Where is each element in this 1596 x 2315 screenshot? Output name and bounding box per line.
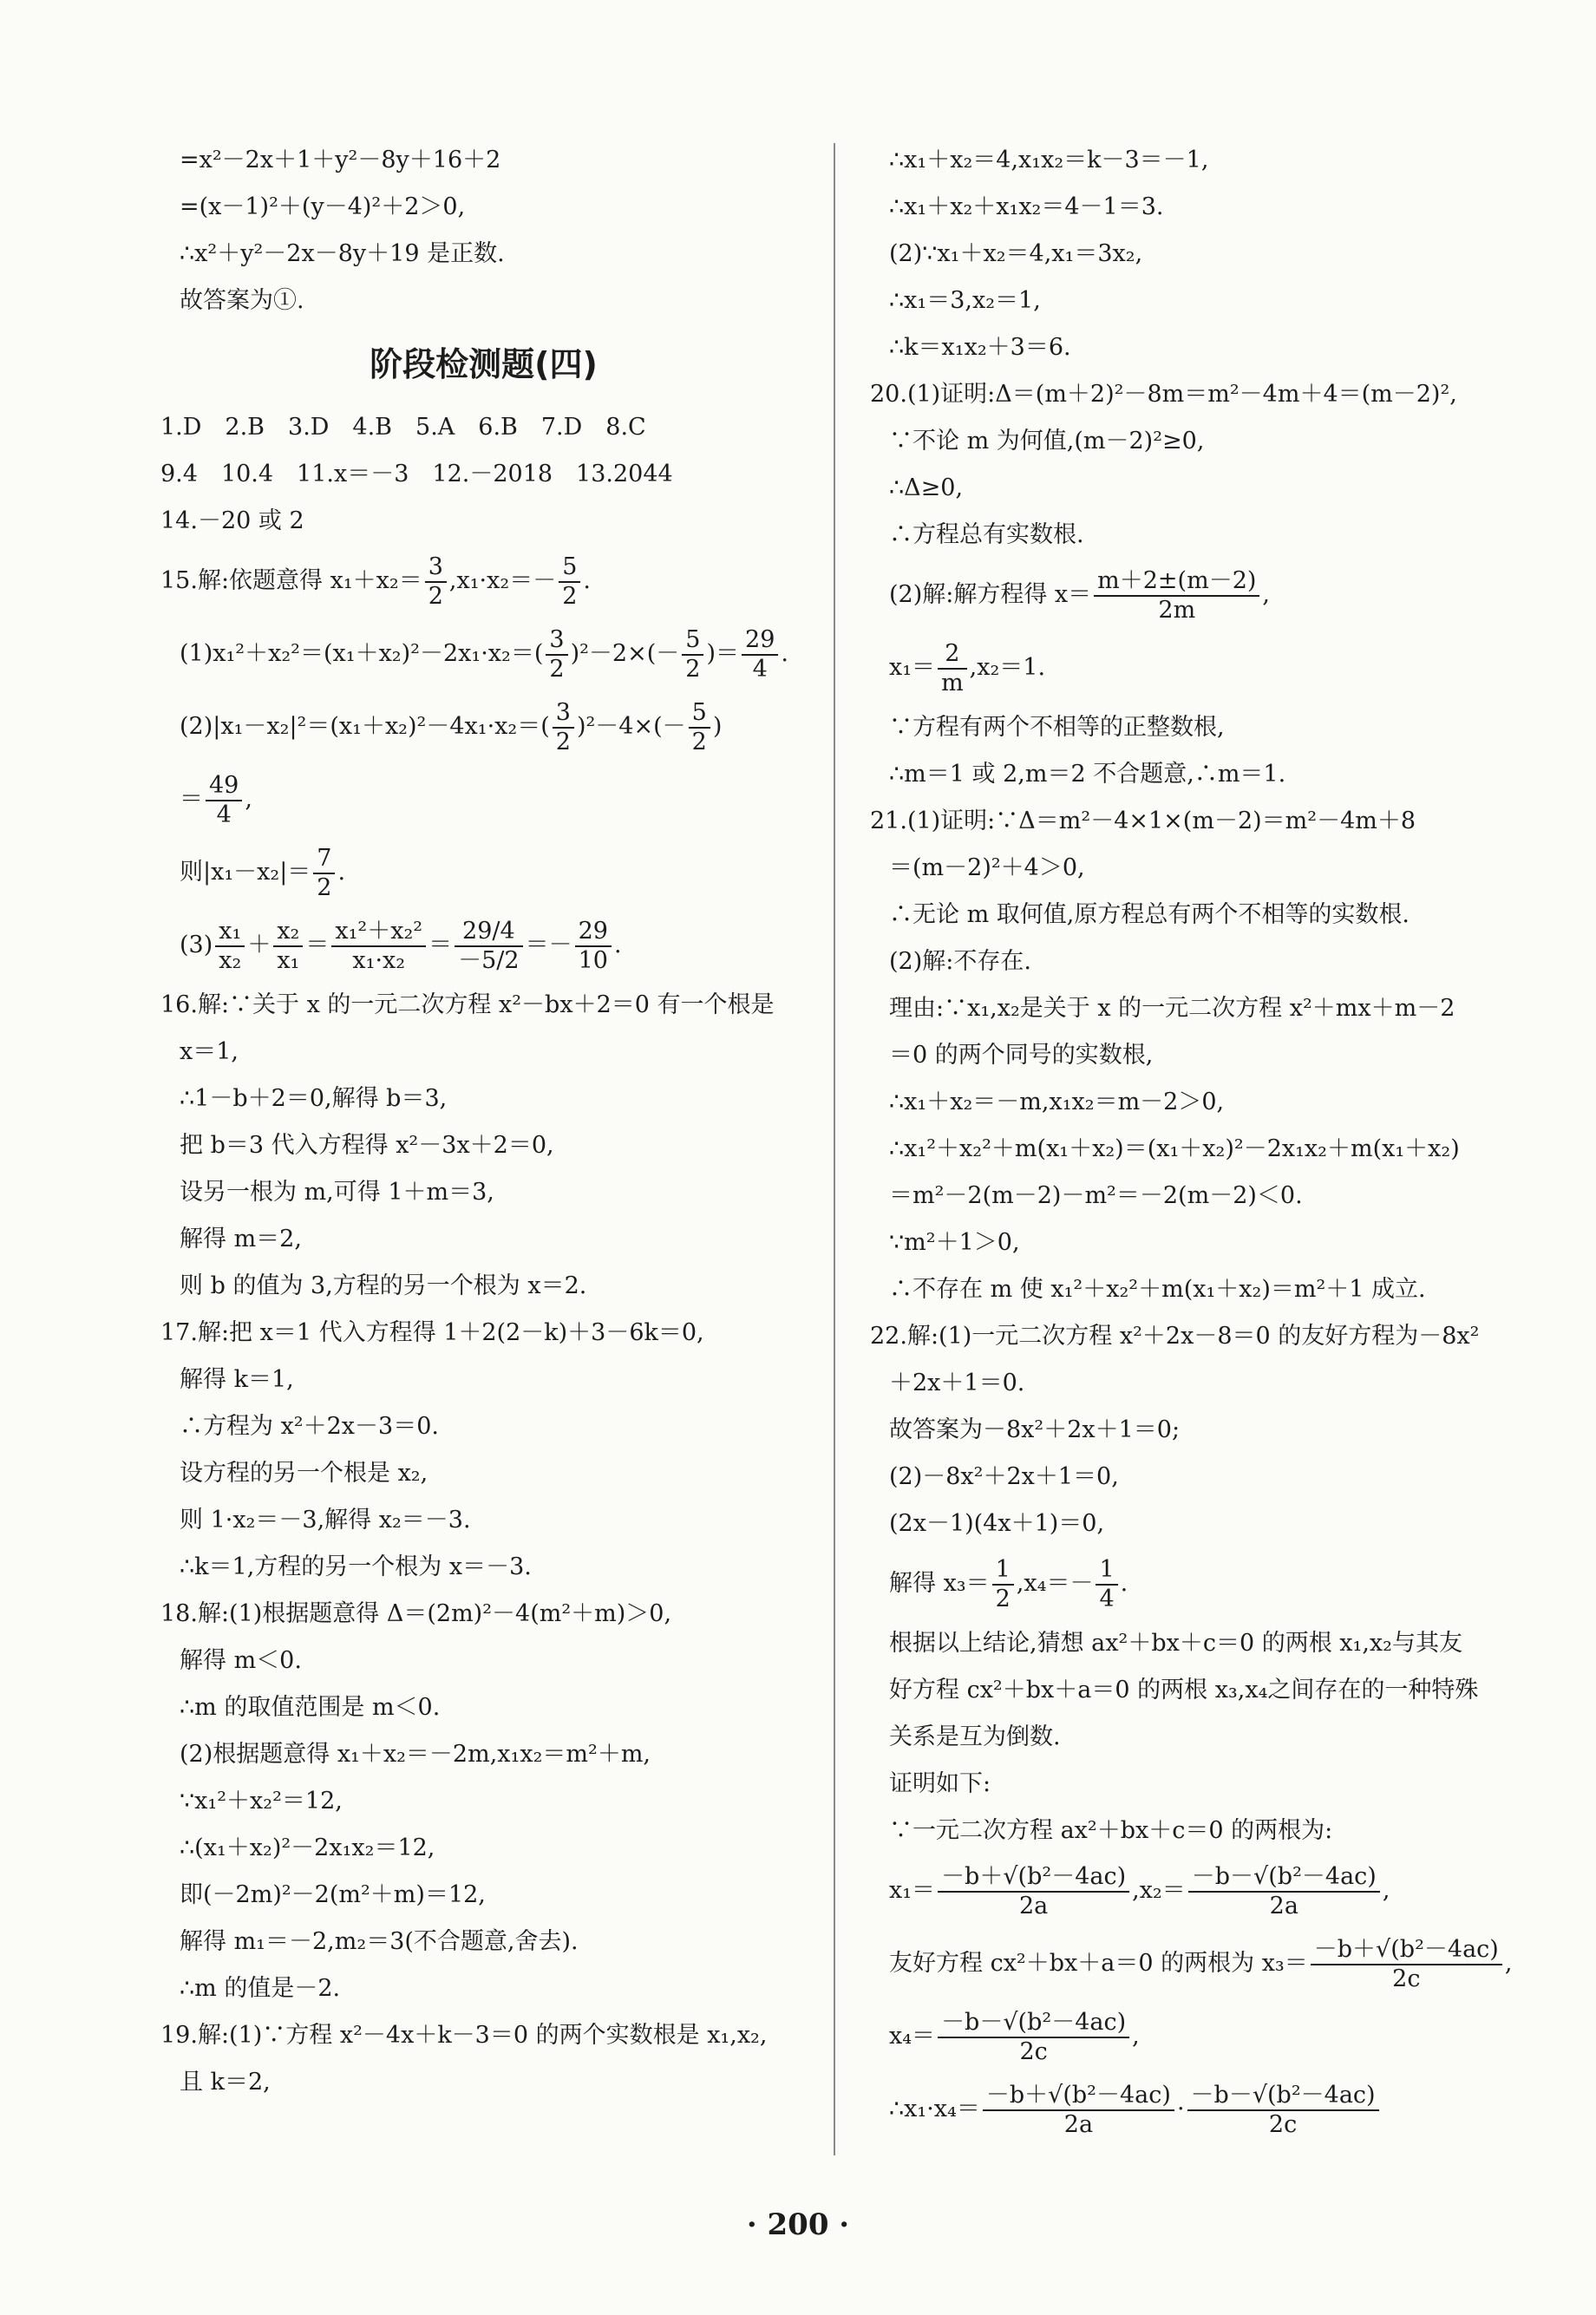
fraction-denominator: 2c bbox=[1392, 1965, 1421, 1992]
text-line: (2)∵x₁＋x₂＝4,x₁＝3x₂, bbox=[889, 240, 1143, 267]
text-line: ∴x²＋y²－2x－8y＋19 是正数. bbox=[180, 240, 505, 267]
text-line: 理由:∵x₁,x₂是关于 x 的一元二次方程 x²＋mx＋m－2 bbox=[889, 995, 1455, 1022]
text-line: ∴无论 m 取何值,原方程总有两个不相等的实数根. bbox=[889, 901, 1410, 928]
text-segment: , bbox=[1132, 2023, 1140, 2050]
text-line bbox=[160, 545, 807, 618]
text-line: ∴x₁＝3,x₂＝1, bbox=[889, 287, 1041, 314]
fraction-numerator: －b－√(b²－4ac) bbox=[1187, 2082, 1379, 2110]
text-segment: , bbox=[1262, 581, 1271, 608]
text-segment: )＝ bbox=[706, 640, 740, 667]
text-line: 根据以上结论,猜想 ax²＋bx＋c＝0 的两根 x₁,x₂与其友 bbox=[889, 1630, 1462, 1657]
fraction-denominator: x₁ bbox=[277, 946, 300, 974]
text-line: 解得 m＜0. bbox=[180, 1647, 302, 1674]
text-line: ∴m 的值是－2. bbox=[180, 1975, 341, 2002]
text-line: ∴k＝1,方程的另一个根为 x＝－3. bbox=[180, 1553, 532, 1580]
text-line bbox=[160, 618, 807, 690]
column-divider bbox=[834, 143, 835, 2155]
text-line bbox=[870, 1927, 1534, 2000]
text-line: 好方程 cx²＋bx＋a＝0 的两根 x₃,x₄之间存在的一种特殊 bbox=[889, 1677, 1479, 1704]
text-segment: , bbox=[1382, 1877, 1390, 1904]
text-line: 故答案为－8x²＋2x＋1＝0; bbox=[889, 1416, 1181, 1443]
text-segment: ,x₂＝1. bbox=[969, 654, 1046, 681]
text-line: 解得 m₁＝－2,m₂＝3(不合题意,舍去). bbox=[180, 1928, 579, 1955]
text-line: 17.解:把 x＝1 代入方程得 1＋2(2－k)＋3－6k＝0, bbox=[160, 1319, 704, 1346]
fraction-numerator: 1 bbox=[992, 1556, 1014, 1585]
text-line: 20.(1)证明:Δ＝(m＋2)²－8m＝m²－4m＋4＝(m－2)², bbox=[870, 381, 1457, 408]
fraction-numerator: －b＋√(b²－4ac) bbox=[983, 2082, 1174, 2110]
fraction bbox=[1311, 1936, 1502, 1991]
text-line bbox=[870, 2073, 1534, 2146]
text-line bbox=[160, 909, 807, 982]
fraction-denominator: 2m bbox=[1158, 596, 1196, 624]
fraction-numerator: x₂ bbox=[273, 918, 303, 946]
text-line: ∴方程总有实数根. bbox=[889, 521, 1084, 548]
text-line: 设另一根为 m,可得 1＋m＝3, bbox=[180, 1179, 494, 1206]
fraction-numerator: 3 bbox=[553, 699, 574, 728]
text-segment: ＋ bbox=[247, 932, 271, 958]
fraction bbox=[1096, 1556, 1117, 1612]
fraction-denominator: 4 bbox=[216, 801, 232, 828]
text-line: ∴x₁＋x₂＋x₁x₂＝4－1＝3. bbox=[889, 193, 1164, 220]
text-segment: ∴x₁·x₄＝ bbox=[889, 2096, 980, 2122]
fraction bbox=[992, 1556, 1014, 1612]
text-line: 关系是互为倒数. bbox=[889, 1723, 1061, 1750]
fraction bbox=[455, 918, 522, 973]
fraction-numerator: 29 bbox=[742, 626, 778, 655]
fraction bbox=[313, 845, 335, 900]
fraction-denominator: x₂ bbox=[219, 946, 242, 974]
text-line: 16.解:∵关于 x 的一元二次方程 x²－bx＋2＝0 有一个根是 bbox=[160, 991, 775, 1018]
page-number: · 200 · bbox=[746, 2207, 850, 2242]
text-segment: (1)x₁²＋x₂²＝(x₁＋x₂)²－2x₁·x₂＝( bbox=[180, 640, 544, 667]
fraction-numerator: 1 bbox=[1096, 1556, 1117, 1585]
text-line: 则 1·x₂＝－3,解得 x₂＝－3. bbox=[180, 1507, 471, 1534]
fraction bbox=[682, 626, 703, 682]
section-title: 阶段检测题(四) bbox=[370, 345, 598, 383]
fraction bbox=[553, 699, 574, 755]
text-line: (2)解:不存在. bbox=[889, 948, 1031, 975]
text-line bbox=[160, 763, 807, 836]
text-line bbox=[870, 1854, 1534, 1927]
text-segment: ＝ bbox=[305, 932, 330, 958]
text-segment: x₁＝ bbox=[889, 1877, 936, 1904]
fraction-denominator: 4 bbox=[1099, 1585, 1115, 1612]
text-line bbox=[870, 631, 1534, 704]
fraction bbox=[575, 918, 612, 973]
fraction bbox=[273, 918, 303, 973]
fraction bbox=[689, 699, 710, 755]
text-segment: ,x₁·x₂＝－ bbox=[448, 567, 557, 594]
fraction-denominator: 4 bbox=[752, 655, 768, 683]
text-segment: . bbox=[781, 640, 788, 667]
fraction bbox=[1094, 567, 1259, 623]
text-line: 22.解:(1)一元二次方程 x²＋2x－8＝0 的友好方程为－8x² bbox=[870, 1323, 1480, 1350]
text-line: ∴k＝x₁x₂＋3＝6. bbox=[889, 334, 1071, 361]
fraction bbox=[938, 1863, 1129, 1919]
fraction bbox=[559, 553, 580, 609]
fraction-denominator: 2a bbox=[1018, 1892, 1049, 1919]
fraction bbox=[742, 626, 778, 682]
text-line: x＝1, bbox=[180, 1038, 239, 1065]
fraction-denominator: 2c bbox=[1019, 2037, 1048, 2065]
fraction bbox=[206, 772, 242, 827]
text-line: (2)根据题意得 x₁＋x₂＝－2m,x₁x₂＝m²＋m, bbox=[180, 1741, 651, 1768]
text-segment: 解得 x₃＝ bbox=[889, 1570, 990, 1597]
text-segment: ＝ bbox=[428, 932, 453, 958]
fraction-numerator: 2 bbox=[938, 640, 967, 669]
text-line: ∴方程为 x²＋2x－3＝0. bbox=[180, 1413, 439, 1440]
text-line: ∴x₁²＋x₂²＋m(x₁＋x₂)＝(x₁＋x₂)²－2x₁x₂＋m(x₁＋x₂) bbox=[889, 1135, 1460, 1162]
fraction-denominator: －5/2 bbox=[458, 946, 520, 974]
text-line: ＝0 的两个同号的实数根, bbox=[889, 1042, 1154, 1069]
fraction-numerator: 3 bbox=[425, 553, 447, 582]
text-segment: )²－2×(－ bbox=[570, 640, 680, 667]
text-line: ∴1－b＋2＝0,解得 b＝3, bbox=[180, 1085, 448, 1112]
fraction-denominator: 2a bbox=[1063, 2110, 1094, 2138]
text-segment: x₄＝ bbox=[889, 2023, 936, 2050]
left-column bbox=[160, 137, 807, 2106]
text-line: 19.解:(1)∵方程 x²－4x＋k－3＝0 的两个实数根是 x₁,x₂, bbox=[160, 2022, 768, 2049]
text-line: ∴m 的取值范围是 m＜0. bbox=[180, 1694, 441, 1721]
fraction bbox=[546, 626, 567, 682]
fraction-numerator: 3 bbox=[546, 626, 567, 655]
text-line: ∵不论 m 为何值,(m－2)²≥0, bbox=[889, 428, 1205, 454]
text-line: 故答案为①. bbox=[180, 287, 304, 314]
text-line: (2)－8x²＋2x＋1＝0, bbox=[889, 1463, 1119, 1490]
fraction-numerator: 29/4 bbox=[455, 918, 522, 946]
fraction bbox=[1187, 2082, 1379, 2137]
fraction bbox=[938, 640, 967, 696]
text-line: 解得 k＝1, bbox=[180, 1366, 294, 1393]
fraction-numerator: 5 bbox=[682, 626, 703, 655]
text-segment: . bbox=[583, 567, 591, 594]
text-segment: 则|x₁－x₂|＝ bbox=[180, 859, 311, 886]
fraction-denominator: 2 bbox=[685, 655, 701, 683]
text-line: ∴m＝1 或 2,m＝2 不合题意,∴m＝1. bbox=[889, 761, 1286, 788]
fraction-numerator: 7 bbox=[313, 845, 335, 873]
fraction-numerator: －b－√(b²－4ac) bbox=[938, 2009, 1129, 2037]
text-line: 1.D 2.B 3.D 4.B 5.A 6.B 7.D 8.C bbox=[160, 414, 646, 441]
text-line: ＝(m－2)²＋4＞0, bbox=[889, 854, 1085, 881]
fraction-denominator: 2 bbox=[428, 582, 443, 610]
text-segment: ,x₂＝ bbox=[1132, 1877, 1186, 1904]
text-segment: , bbox=[245, 786, 252, 813]
text-line: ∵方程有两个不相等的正整数根, bbox=[889, 714, 1225, 741]
text-segment: , bbox=[1504, 1950, 1513, 1977]
text-line: ∴x₁＋x₂＝－m,x₁x₂＝m－2＞0, bbox=[889, 1089, 1225, 1115]
text-line: 把 b＝3 代入方程得 x²－3x＋2＝0, bbox=[180, 1132, 554, 1159]
fraction-numerator: x₁ bbox=[215, 918, 245, 946]
fraction-denominator: 10 bbox=[578, 946, 608, 974]
text-line: ∴不存在 m 使 x₁²＋x₂²＋m(x₁＋x₂)＝m²＋1 成立. bbox=[889, 1276, 1426, 1303]
text-line: =x²－2x＋1＋y²－8y＋16＋2 bbox=[180, 147, 501, 173]
fraction-denominator: 2 bbox=[317, 873, 332, 901]
text-line: 证明如下: bbox=[889, 1770, 991, 1797]
fraction-denominator: 2c bbox=[1268, 2110, 1298, 2138]
text-line: ∴x₁＋x₂＝4,x₁x₂＝k－3＝－1, bbox=[889, 147, 1209, 173]
text-line: ∴Δ≥0, bbox=[889, 474, 964, 501]
text-segment: 15.解:依题意得 x₁＋x₂＝ bbox=[160, 567, 422, 594]
fraction-numerator: 5 bbox=[559, 553, 580, 582]
text-line bbox=[870, 1547, 1534, 1620]
fraction-numerator: －b＋√(b²－4ac) bbox=[1311, 1936, 1502, 1965]
text-segment: (2)解:解方程得 x＝ bbox=[889, 581, 1092, 608]
fraction-denominator: x₁·x₂ bbox=[352, 946, 406, 974]
text-line: 且 k＝2, bbox=[180, 2069, 271, 2096]
text-line: 解得 m＝2, bbox=[180, 1226, 302, 1252]
text-line: (2x－1)(4x＋1)＝0, bbox=[889, 1510, 1105, 1537]
text-line bbox=[870, 2000, 1534, 2073]
right-column bbox=[870, 137, 1534, 2146]
text-line: 14.－20 或 2 bbox=[160, 507, 304, 534]
text-segment: ＝－ bbox=[525, 932, 572, 958]
fraction-denominator: 2 bbox=[555, 728, 571, 755]
text-line: 即(－2m)²－2(m²＋m)＝12, bbox=[180, 1881, 486, 1908]
fraction-denominator: 2 bbox=[995, 1585, 1011, 1612]
fraction-numerator: x₁²＋x₂² bbox=[331, 918, 426, 946]
fraction-denominator: 2a bbox=[1269, 1892, 1298, 1919]
text-segment: . bbox=[1120, 1570, 1128, 1597]
fraction bbox=[425, 553, 447, 609]
text-segment: · bbox=[1176, 2096, 1185, 2122]
fraction-numerator: 29 bbox=[575, 918, 612, 946]
text-line: 21.(1)证明:∵Δ＝m²－4×1×(m－2)＝m²－4m＋8 bbox=[870, 808, 1416, 834]
text-segment: ) bbox=[712, 713, 723, 740]
text-line: 设方程的另一个根是 x₂, bbox=[180, 1460, 428, 1487]
text-line: ∴(x₁＋x₂)²－2x₁x₂＝12, bbox=[180, 1834, 435, 1861]
text-segment: ＝ bbox=[180, 786, 203, 813]
text-line: 18.解:(1)根据题意得 Δ＝(2m)²－4(m²＋m)＞0, bbox=[160, 1600, 672, 1627]
text-line: 9.4 10.4 11.x＝－3 12.－2018 13.2044 bbox=[160, 461, 673, 487]
fraction-denominator: 2 bbox=[691, 728, 707, 755]
text-segment: x₁＝ bbox=[889, 654, 936, 681]
fraction bbox=[938, 2009, 1129, 2064]
fraction-numerator: m＋2±(m－2) bbox=[1094, 567, 1259, 596]
text-line bbox=[160, 836, 807, 909]
fraction bbox=[331, 918, 426, 973]
text-segment: 友好方程 cx²＋bx＋a＝0 的两根为 x₃＝ bbox=[889, 1950, 1308, 1977]
fraction-numerator: －b＋√(b²－4ac) bbox=[938, 1863, 1129, 1892]
text-line: 则 b 的值为 3,方程的另一个根为 x＝2. bbox=[180, 1272, 587, 1299]
text-line: ＋2x＋1＝0. bbox=[889, 1370, 1025, 1396]
text-segment: ,x₄＝－ bbox=[1016, 1570, 1094, 1597]
fraction-numerator: 5 bbox=[689, 699, 710, 728]
text-segment: (3) bbox=[180, 932, 213, 958]
text-line bbox=[160, 690, 807, 763]
fraction-numerator: 49 bbox=[206, 772, 242, 801]
text-line bbox=[870, 559, 1534, 631]
fraction bbox=[1188, 1863, 1380, 1919]
fraction-denominator: m bbox=[941, 669, 964, 696]
text-segment: )²－4×(－ bbox=[576, 713, 686, 740]
text-segment: (2)|x₁－x₂|²＝(x₁＋x₂)²－4x₁·x₂＝( bbox=[180, 713, 550, 740]
text-line: ∵x₁²＋x₂²＝12, bbox=[180, 1788, 343, 1815]
fraction-denominator: 2 bbox=[562, 582, 578, 610]
text-segment: . bbox=[613, 932, 622, 958]
text-line: ＝m²－2(m－2)－m²＝－2(m－2)＜0. bbox=[889, 1182, 1303, 1209]
fraction bbox=[215, 918, 245, 973]
fraction-denominator: 2 bbox=[549, 655, 565, 683]
fraction bbox=[983, 2082, 1174, 2137]
fraction-numerator: －b－√(b²－4ac) bbox=[1188, 1863, 1380, 1892]
text-line: =(x－1)²＋(y－4)²＋2＞0, bbox=[180, 193, 466, 220]
text-line: ∵一元二次方程 ax²＋bx＋c＝0 的两根为: bbox=[889, 1817, 1333, 1844]
text-segment: . bbox=[337, 859, 346, 886]
text-line: ∵m²＋1＞0, bbox=[889, 1229, 1020, 1256]
